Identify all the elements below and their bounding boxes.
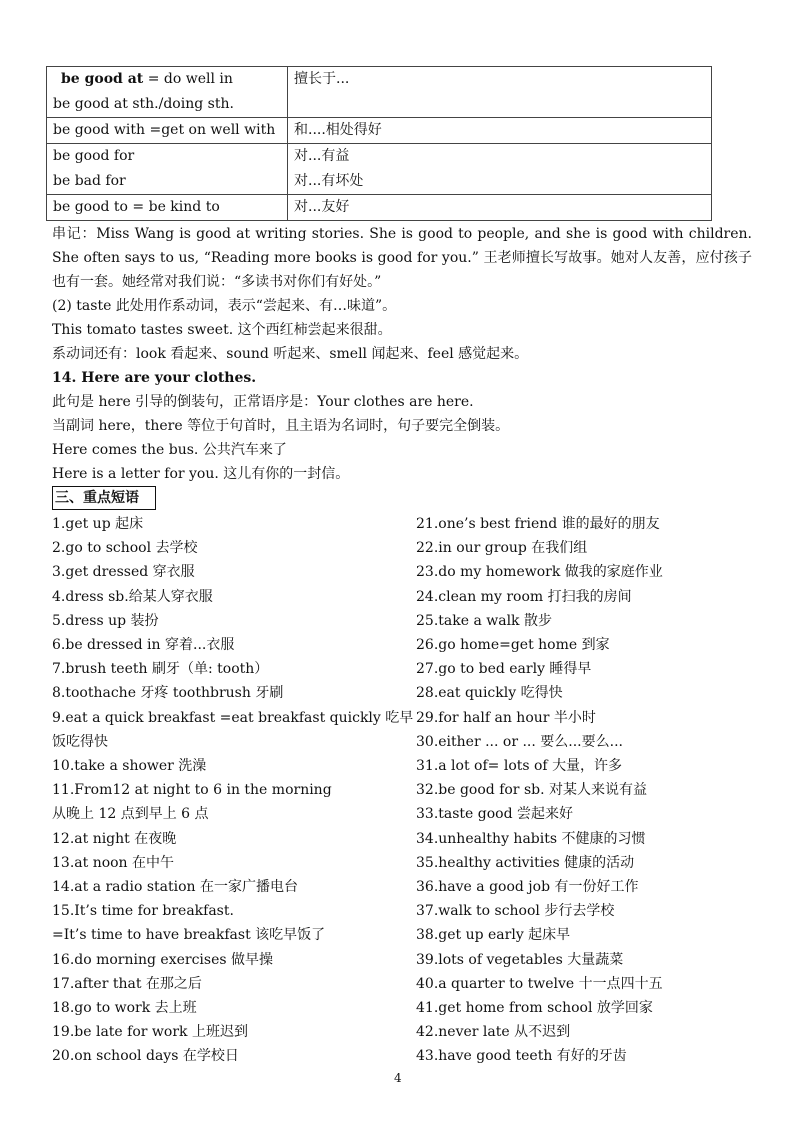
phrase-item: 9.eat a quick breakfast =eat breakfast quickly 吃早 <box>52 709 414 726</box>
table-row: be good at = do well in be good at sth./doing sth. 擅长于... <box>47 67 712 118</box>
phrase-item: 从晚上 12 点到早上 6 点 <box>52 806 209 823</box>
phrase-item: 29.for half an hour 半小时 <box>416 709 596 726</box>
taste-note: (2) taste 此处用作系动词，表示“尝起来、有…味道”。 <box>52 298 397 314</box>
phrase-item: 22.in our group 在我们组 <box>416 540 588 557</box>
phrase-item: 20.on school days 在学校日 <box>52 1048 239 1065</box>
phrase-item: 7.brush teeth 刷牙（单: tooth） <box>52 661 269 678</box>
table-meaning: 对...友好 <box>294 199 350 215</box>
phrase-item: 饭吃得快 <box>52 733 108 750</box>
table-term: be good for <box>53 148 135 164</box>
phrase-item: 19.be late for work 上班迟到 <box>52 1024 248 1041</box>
inversion-note: 此句是 here 引导的倒装句，正常语序是：Your clothes are here. <box>52 394 474 410</box>
phrase-item: 16.do morning exercises 做早操 <box>52 951 274 968</box>
phrase-item: 43.have good teeth 有好的牙齿 <box>416 1048 627 1065</box>
phrase-item: 8.toothache 牙疼 toothbrush 牙刷 <box>52 685 284 702</box>
phrase-item: 23.do my homework 做我的家庭作业 <box>416 564 663 581</box>
phrase-item: 24.clean my room 打扫我的房间 <box>416 588 632 605</box>
phrase-item: 38.get up early 起床早 <box>416 927 571 944</box>
example-sentence: Here comes the bus. 公共汽车来了 <box>52 442 287 458</box>
phrase-item: 25.take a walk 散步 <box>416 612 552 629</box>
table-term: be good to = be kind to <box>53 199 220 215</box>
phrase-item: 31.a lot of= lots of 大量，许多 <box>416 758 623 775</box>
phrase-item: 33.taste good 尝起来好 <box>416 806 574 823</box>
phrases-right-column <box>416 512 776 1069</box>
phrase-item: 11.From12 at night to 6 in the morning <box>52 782 332 799</box>
memory-note-paragraph: 串记：Miss Wang is good at writing stories. She is good to people, and she is good with children. She often says to us, “Reading more books is good for you.” 王老师擅长写故事。她对人友善，应付孩子也有一套。她经常对我们说：“多读书对你们有好处。” <box>52 226 752 290</box>
example-sentence: This tomato tastes sweet. 这个西红柿尝起来很甜。 <box>52 322 392 338</box>
linking-verbs-note: 系动词还有：look 看起来、sound 听起来、smell 闻起来、feel 感觉起来。 <box>52 346 529 362</box>
phrase-item: 26.go home=get home 到家 <box>416 637 610 654</box>
section-14-heading: 14. Here are your clothes. <box>52 370 257 386</box>
phrase-item: 13.at noon 在中午 <box>52 854 175 871</box>
phrase-item: 39.lots of vegetables 大量蔬菜 <box>416 951 624 968</box>
phrase-item: 18.go to work 去上班 <box>52 1000 197 1017</box>
table-row <box>47 195 712 221</box>
phrase-item: 35.healthy activities 健康的活动 <box>416 854 635 871</box>
phrase-item: 14.at a radio station 在一家广播电台 <box>52 879 298 896</box>
inversion-rule: 当副词 here，there 等位于句首时，且主语为名词时，句子要完全倒装。 <box>52 418 510 434</box>
phrase-item: 4.dress sb.给某人穿衣服 <box>52 588 213 605</box>
phrase-item: 17.after that 在那之后 <box>52 975 202 992</box>
example-sentence: Here is a letter for you. 这儿有你的一封信。 <box>52 466 350 482</box>
phrase-item: 10.take a shower 洗澡 <box>52 758 207 775</box>
phrase-item: 34.unhealthy habits 不健康的习惯 <box>416 830 646 847</box>
table-term: be good at sth./doing sth. <box>53 96 234 112</box>
phrases-left-column <box>52 512 412 1069</box>
phrase-item: 36.have a good job 有一份好工作 <box>416 879 639 896</box>
key-phrases-heading: 三、重点短语 <box>52 486 156 510</box>
phrase-item: 3.get dressed 穿衣服 <box>52 564 195 581</box>
table-meaning: 和....相处得好 <box>294 122 382 138</box>
table-row <box>47 144 712 195</box>
table-term: be bad for <box>53 173 126 189</box>
phrase-item: 15.It’s time for breakfast. <box>52 903 234 920</box>
phrase-item: 5.dress up 装扮 <box>52 612 159 629</box>
phrase-item: =It’s time to have breakfast 该吃早饭了 <box>52 927 326 944</box>
phrase-item: 6.be dressed in 穿着...衣服 <box>52 637 235 654</box>
phrase-item: 32.be good for sb. 对某人来说有益 <box>416 782 647 799</box>
table-meaning: 对...有坏处 <box>294 173 364 189</box>
phrase-item: 2.go to school 去学校 <box>52 540 198 557</box>
table-meaning: 擅长于... <box>294 71 350 87</box>
phrase-item: 12.at night 在夜晚 <box>52 830 177 847</box>
table-row <box>47 118 712 144</box>
table-term: be good with =get on well with <box>53 122 276 138</box>
table-meaning: 对...有益 <box>294 148 350 164</box>
page-number: 4 <box>394 1071 402 1085</box>
phrase-item: 41.get home from school 放学回家 <box>416 1000 653 1017</box>
table-term: be good at <box>61 71 144 87</box>
phrase-item: 30.either ... or ... 要么...要么... <box>416 733 623 750</box>
phrase-item: 37.walk to school 步行去学校 <box>416 903 615 920</box>
phrase-item: 42.never late 从不迟到 <box>416 1024 571 1041</box>
phrase-item: 40.a quarter to twelve 十一点四十五 <box>416 975 663 992</box>
phrase-item: 28.eat quickly 吃得快 <box>416 685 563 702</box>
phrase-item: 1.get up 起床 <box>52 516 144 532</box>
phrase-item: 27.go to bed early 睡得早 <box>416 661 592 678</box>
vocabulary-table <box>46 66 712 221</box>
phrase-item: 21.one’s best friend 谁的最好的朋友 <box>416 516 660 532</box>
